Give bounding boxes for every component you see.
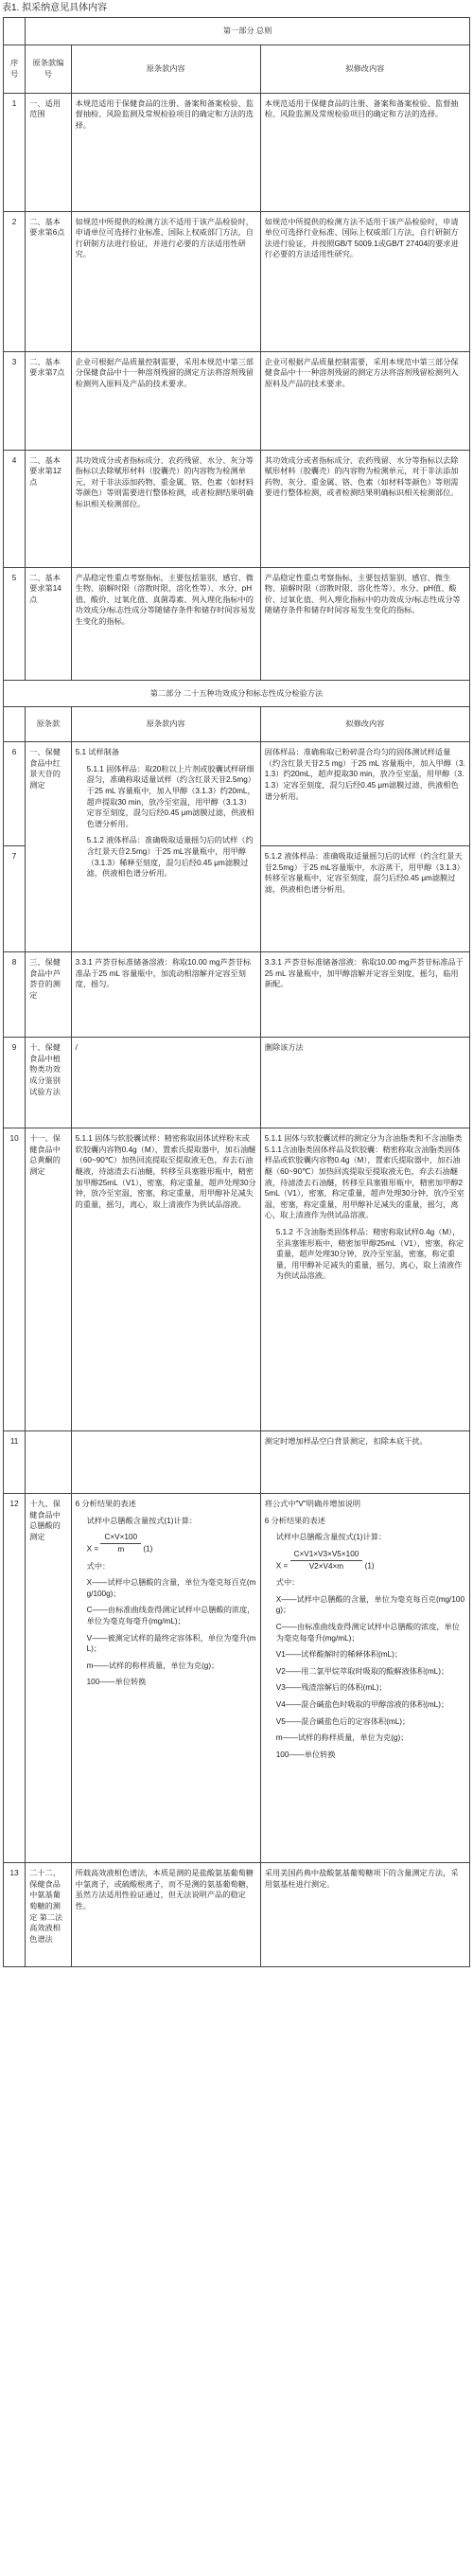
orig-def: 100——单位转换 bbox=[86, 1678, 147, 1687]
table-row bbox=[4, 567, 470, 680]
table-row bbox=[4, 1128, 470, 1431]
table-caption: 表1. 拟采纳意见具体内容 bbox=[2, 3, 108, 13]
table-row bbox=[4, 93, 470, 211]
row-no: 1 bbox=[4, 93, 26, 211]
col-header-no: 序号 bbox=[4, 44, 26, 93]
row-mod: 本规范适用于保健食品的注册、备案和备案检验、监督抽检、风险监测及常规检验项目的确定和方法的选择。 bbox=[260, 93, 469, 211]
part2-header-row bbox=[4, 680, 470, 707]
row-no: 6 bbox=[4, 742, 26, 846]
col-header-orig: 原条款内容 bbox=[71, 44, 260, 93]
mod-def: V5——混合碱盐色后的定容体积(mL)； bbox=[275, 1716, 411, 1726]
part1-title: 第一部分 总则 bbox=[26, 18, 470, 45]
row-no: 11 bbox=[4, 1431, 26, 1494]
orig-solid-sample: 5.1.1 固体样品：取20粒以上片剂或胶囊试样研细混匀，准确称取适量试样（约含红景天苷2.5mg）于25 mL 容量瓶中，加入甲醇（3.1.3）约20mL，超声提取30 min，放冷至室温，用甲醇（3.1.3）定容至刻度，混匀后经0.45 μm滤膜过滤，供液相色谱分析用。 bbox=[86, 764, 255, 828]
row-mod: 测定时增加样品空白背景测定，扣除本底干扰。 bbox=[260, 1431, 469, 1494]
table-row bbox=[4, 742, 470, 846]
mod-formula-numerator: C×V1×V3×V5×100 bbox=[290, 1549, 363, 1561]
orig-formula-eqno: (1) bbox=[143, 1544, 153, 1554]
row-clause bbox=[26, 1431, 71, 1494]
col-header-clause: 原条款 bbox=[26, 707, 71, 742]
row-clause: 一、适用范围 bbox=[26, 93, 71, 211]
mod-where: 式中： bbox=[275, 1578, 300, 1588]
mod-formula-eqno: (1) bbox=[364, 1561, 375, 1571]
mod-def: C——由标准曲线查得测定试样中总膳酸的浓度，单位为毫克每毫升(mg/mL)； bbox=[275, 1622, 460, 1643]
mod-oily-samples: 5.1.1 固体与软胶囊试样的测定分为含油脂类和不含油脂类5.1.1含油脂类固体样品及软胶囊：精密称取含油脂类固体样品或软胶囊内容物0.4g（M），置索氏提取器中，加石油醚（60~90℃）加热回流提取至提取液无色，弃去石油醚液，待滤渣去石油醚，转移至具塞锥形瓶中，精密加甲醇25mL（V1），密塞，称定重量，超声处理30分钟，放冷至室温，密塞，称定重量，用甲醇补足减失的重量，摇匀，离心，取上清液作为供试品溶液。 bbox=[264, 1134, 464, 1220]
comments-table bbox=[3, 17, 470, 1967]
row-orig: 企业可根据产品质量控制需要，采用本规范中第三部分保健食品中十一种溶剂残留的测定方法将溶剂残留检测列入原料及产品的技术要求。 bbox=[71, 351, 260, 450]
part1-header-row bbox=[4, 18, 470, 45]
row-mod: 如规范中所提供的检测方法不适用于该产品检验时，申请单位可选择行业标准、国际上权威部门方法，自行研制方法进行验证，并按照GB/T 5009.1或GB/T 27404的要求进行必要的方法适用性研究。 bbox=[260, 211, 469, 351]
col-header-blank bbox=[4, 707, 26, 742]
mod-def: V3——残渣溶解后的体积(mL)； bbox=[275, 1683, 387, 1693]
row-orig: 3.3.1 芦荟苷标准储备溶液：称取10.00 mg芦荟苷标准品于25 mL 容量瓶中，加流动相溶解并定容至刻度，摇匀。 bbox=[71, 952, 260, 1038]
part1-column-headers bbox=[4, 44, 470, 93]
row-clause: 三、保健食品中芦荟苷的测定 bbox=[26, 952, 71, 1038]
col-header-clause: 原条款编号 bbox=[26, 44, 71, 93]
orig-def: C——由标准曲线查得测定试样中总膳酸的浓度，单位为毫克每毫升(mg/mL)； bbox=[86, 1606, 255, 1626]
table-row bbox=[4, 1038, 470, 1128]
mod-result-title: 6 分析结果的表述 bbox=[264, 1516, 325, 1525]
orig-where: 式中： bbox=[86, 1561, 111, 1571]
mod-formula-fraction bbox=[290, 1549, 363, 1572]
mod-intro: 将公式中"V"明确并增加说明 bbox=[264, 1500, 361, 1509]
row-no: 2 bbox=[4, 211, 26, 351]
row-clause: 二、基本要求第7点 bbox=[26, 351, 71, 450]
mod-formula-intro: 试样中总膳酸含量按式(1)计算： bbox=[275, 1533, 387, 1542]
table-row bbox=[4, 1431, 470, 1494]
row-orig: 产品稳定性重点考察指标，主要包括鉴别、感官、微生物、崩解时限（溶散时限、溶化性等）、水分、pH值、酸价、过氧化值、真菌毒素、列入理化指标中的功效成分/标志性成分等随储存条件和储存时间容易发生变化的指标。 bbox=[71, 567, 260, 680]
row-orig: 5.1.1 固体与软胶囊试样：精密称取固体试样粉末或软胶囊内容物0.4g（M），置索氏提取器中，加石油醚（60~90℃）加热回流提取至提取液无色，弃去石油醚液，待滤渣去石油醚，转移至具塞锥形瓶中，精密加甲醇25mL（V1），密塞，称定重量，超声处理30分钟，放冷至室温，密塞，称定重量，用甲醇补足减失的重量，摇匀，离心，取上清液作为供试品溶液。 bbox=[71, 1128, 260, 1431]
mod-def: m——试样的称样质量，单位为克(g)； bbox=[275, 1733, 409, 1743]
part2-title: 第二部分 二十五种功效成分和标志性成分检验方法 bbox=[4, 680, 470, 707]
row-no: 4 bbox=[4, 450, 26, 567]
row-orig: 本规范适用于保健食品的注册、备案和备案检验、监督抽检、风险监测及常规检验项目的确定和方法的选择。 bbox=[71, 93, 260, 211]
row-mod bbox=[260, 1494, 469, 1863]
orig-formula-lhs: X = bbox=[86, 1544, 99, 1554]
part2-column-headers bbox=[4, 707, 470, 742]
table-row bbox=[4, 211, 470, 351]
col-header-mod: 拟修改内容 bbox=[260, 707, 469, 742]
orig-def: X——试样中总膳酸的含量，单位为毫克每百克(mg/100g)； bbox=[86, 1578, 256, 1598]
header-no-placeholder bbox=[4, 18, 26, 45]
row-clause: 一、保健食品中红景天苷的测定 bbox=[26, 742, 71, 952]
row-clause: 二、基本要求第12点 bbox=[26, 450, 71, 567]
table-row bbox=[4, 351, 470, 450]
mod-def: V1——试样酸解时的稀释体积(mL)； bbox=[275, 1650, 403, 1660]
table-row bbox=[4, 1863, 470, 1967]
row-orig bbox=[71, 1431, 260, 1494]
orig-formula bbox=[76, 1532, 256, 1554]
row-clause: 十、保健食品中植物类功效成分鉴别试验方法 bbox=[26, 1038, 71, 1128]
row-clause: 十九、保健食品中总膳酸的测定 bbox=[26, 1494, 71, 1863]
orig-def: V——被测定试样的最终定容体积，单位为毫升(mL)； bbox=[86, 1633, 256, 1654]
orig-result-title: 6 分析结果的表述 bbox=[75, 1500, 136, 1509]
row-clause: 二、基本要求第6点 bbox=[26, 211, 71, 351]
row-orig bbox=[71, 1494, 260, 1863]
row-orig: 如规范中所提供的检测方法不适用于该产品检验时，申请单位可选择行业标准、国际上权威部门方法，自行研制方法进行验证，并进行必要的方法适用性研究。 bbox=[71, 211, 260, 351]
row-mod: 产品稳定性重点考察指标，主要包括鉴别、感官、微生物、崩解时限（溶散时限、溶化性等）、水分、pH值、酸价、过氧化值、列入理化指标中的功效成分/标志性成分等随储存条件和储存时间容易发生变化的指标。 bbox=[260, 567, 469, 680]
orig-section-title: 5.1 试样制备 bbox=[75, 748, 120, 757]
orig-formula-numerator: C×V×100 bbox=[100, 1532, 141, 1544]
table-row bbox=[4, 450, 470, 567]
row-clause: 十一、保健食品中总黄酮的测定 bbox=[26, 1128, 71, 1431]
orig-formula-fraction bbox=[100, 1532, 141, 1554]
row-no: 5 bbox=[4, 567, 26, 680]
row-mod: 采用美国药典中盐酸氨基葡萄糖项下的含量测定方法，采用氨基柱进行测定。 bbox=[260, 1863, 469, 1967]
row-clause: 二、基本要求第14点 bbox=[26, 567, 71, 680]
row-mod: 固体样品：准确称取已粉碎混合均匀的固体测试样适量（约含红景天苷2.5 mg）于25 mL 容量瓶中，加入甲醇（3.1.3）约20mL，超声提取30 min，放冷至室温，用甲醇（3.1.3）定容至刻度，混匀后经0.45 μm滤膜过滤，供液相色谱分析用。 bbox=[260, 742, 469, 846]
row-no: 7 bbox=[4, 846, 26, 952]
row-orig bbox=[71, 742, 260, 952]
mod-formula-lhs: X = bbox=[275, 1561, 289, 1571]
row-mod: 3.3.1 芦荟苷标准储备溶液：称取10.00 mg芦荟苷标准品于25 mL 容量瓶中，加甲醇溶解并定容至刻度，摇匀，临用新配。 bbox=[260, 952, 469, 1038]
row-mod: 删除该方法 bbox=[260, 1038, 469, 1128]
row-no: 13 bbox=[4, 1863, 26, 1967]
orig-def: m——试样的称样质量，单位为克(g)； bbox=[86, 1661, 219, 1670]
orig-formula-denominator: m bbox=[117, 1544, 125, 1554]
mod-def: X——试样中总膳酸的含量，单位为毫克每百克(mg/100g)； bbox=[275, 1594, 464, 1615]
col-header-orig: 原条款内容 bbox=[71, 707, 260, 742]
table-row bbox=[4, 1494, 470, 1863]
row-orig: 其功效成分或者指标成分、农药残留、水分、灰分等指标以去除赋形材料（胶囊壳）的内容物为检测单元，对于非法添加药物、重金属、铬、色素（如材料等颜色）等则需要进行整体检测，或者检测结果明确标识相关检测部位。 bbox=[71, 450, 260, 567]
row-no: 8 bbox=[4, 952, 26, 1038]
row-mod: 其功效成分或者指标成分、农药残留、水分等指标以去除赋形材料（胶囊壳）的内容物为检测单元，对于非法添加药物、灰分、重金属、铬、色素（如材料等颜色）等则需要进行整体检测，或者检测结果明确标识相关检测部位。 bbox=[260, 450, 469, 567]
row-no: 9 bbox=[4, 1038, 26, 1128]
mod-non-oily-samples: 5.1.2 不含油脂类固体样品：精密称取试样0.4g（M），至具塞锥形瓶中，精密加甲醇25mL（V1），密塞，称定重量，超声处理30分钟，放冷至室温，密塞，称定重量，用甲醇补足减失的重量，摇匀，离心，取上清液作为供试品溶液。 bbox=[275, 1227, 464, 1281]
row-mod bbox=[260, 1128, 469, 1431]
row-no: 3 bbox=[4, 351, 26, 450]
orig-liquid-sample: 5.1.2 液体样品：准确吸取适量摇匀后的试样（约含红景天苷2.5mg）于25 mL容量瓶中，用甲醇（3.1.3）稀释至刻度，混匀后经0.45 μm滤膜过滤，供液相色谱分析用。 bbox=[86, 836, 254, 879]
mod-formula bbox=[265, 1549, 465, 1572]
row-mod: 5.1.2 液体样品：准确吸取适量摇匀后的试样（约含红景天苷2.5mg）于25 mL容量瓶中，水浴蒸干，用甲醇（3.1.3）转移至容量瓶中，定容至刻度，混匀后经0.45 μm滤膜过滤，供液相色谱分析用。 bbox=[260, 846, 469, 952]
mod-def: V4——混合碱盐色时吸取的甲醇溶液的体积(mL)； bbox=[275, 1699, 449, 1709]
table-row bbox=[4, 952, 470, 1038]
row-no: 12 bbox=[4, 1494, 26, 1863]
row-orig: 所载高效液相色谱法，本质是测的是盐酸氨基葡萄糖中氯离子，或硫酸根离子，而不是测的氨基葡萄糖，虽然方法适用性验证通过，但无法说明产品的稳定性。 bbox=[71, 1863, 260, 1967]
mod-formula-denominator: V2×V4×m bbox=[308, 1561, 344, 1571]
col-header-mod: 拟修改内容 bbox=[260, 44, 469, 93]
row-clause: 二十二、保健食品中氨基葡萄糖的测定 第二法 高效液相色谱法 bbox=[26, 1863, 71, 1967]
orig-formula-intro: 试样中总膳酸含量按式(1)计算： bbox=[86, 1516, 198, 1525]
row-mod: 企业可根据产品质量控制需要，采用本规范中第三部分保健食品中十一种溶剂残留的测定方法将溶剂残留检测列入原料及产品的技术要求。 bbox=[260, 351, 469, 450]
mod-def: 100——单位转换 bbox=[275, 1750, 336, 1759]
mod-def: V2——用二氯甲烷萃取时吸取的酸解液体积(mL)； bbox=[275, 1666, 449, 1676]
row-no: 10 bbox=[4, 1128, 26, 1431]
row-orig: / bbox=[71, 1038, 260, 1128]
